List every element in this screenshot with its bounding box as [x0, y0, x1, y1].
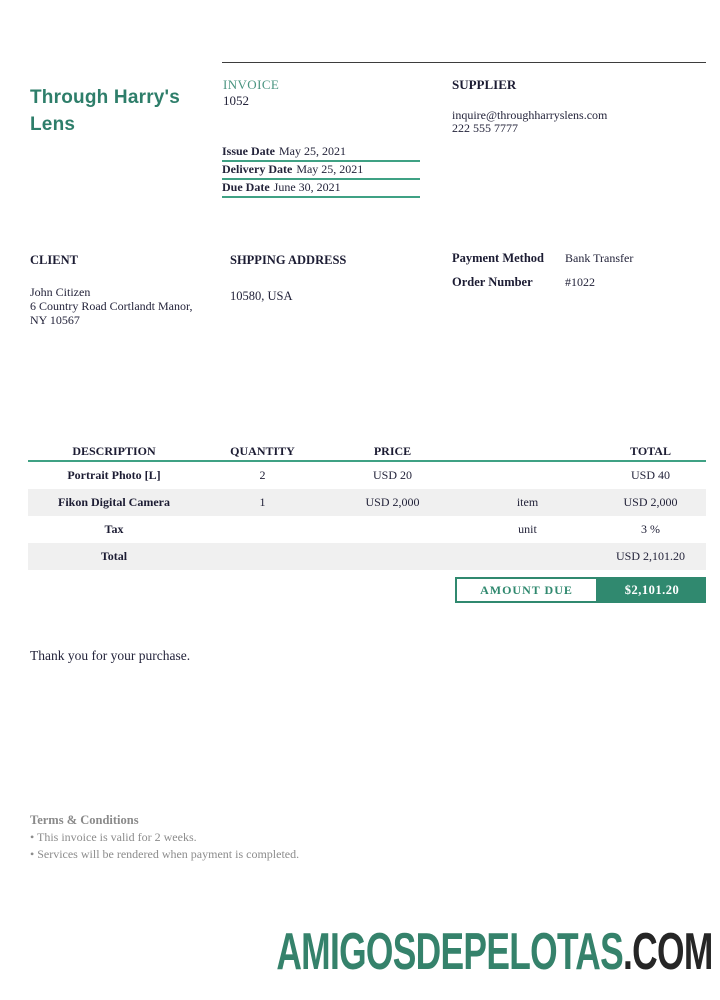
tax-unit: unit: [518, 522, 537, 536]
invoice-number: 1052: [223, 93, 249, 108]
item-quantity: 1: [259, 495, 266, 509]
item-description: Fikon Digital Camera: [58, 495, 170, 509]
delivery-date-value: May 25, 2021: [296, 162, 364, 176]
invoice-title: INVOICE: [223, 77, 280, 92]
amount-due-value: $2,101.20: [598, 577, 706, 603]
shipping-address-value: 10580, USA: [230, 289, 293, 303]
item-quantity: 2: [259, 468, 266, 482]
payment-info: [452, 251, 633, 290]
table-row: [28, 462, 706, 489]
brand-logo: [30, 84, 180, 138]
terms-section: [30, 812, 299, 863]
item-total: USD 2,000: [623, 495, 678, 509]
table-row-tax: [28, 516, 706, 543]
brand-name-line1: Through Harry's: [30, 87, 181, 108]
watermark-logo-tld: .COM: [623, 923, 713, 981]
delivery-date-label: Delivery Date: [222, 162, 293, 176]
item-price: USD 20: [372, 468, 412, 482]
amount-due-banner: [455, 577, 706, 603]
col-header-total: TOTAL: [630, 444, 671, 458]
terms-title: Terms & Conditions: [30, 813, 139, 827]
item-description: Portrait Photo [L]: [67, 468, 161, 482]
delivery-date-row: [222, 162, 420, 180]
table-row: [28, 489, 706, 516]
line-items-table: [28, 443, 706, 570]
order-number-label: Order Number: [452, 275, 533, 289]
supplier-phone: 222 555 7777: [452, 121, 518, 135]
col-header-quantity: QUANTITY: [230, 444, 295, 458]
item-total: USD 40: [630, 468, 670, 482]
tax-label: Tax: [104, 522, 124, 536]
table-row-total: [28, 543, 706, 570]
due-date-value: June 30, 2021: [273, 180, 341, 194]
client-address-line1: 6 Country Road Cortlandt Manor,: [30, 299, 193, 313]
item-price: USD 2,000: [365, 495, 420, 509]
terms-item: • This invoice is valid for 2 weeks.: [30, 830, 197, 844]
tax-total: 3 %: [641, 522, 660, 536]
brand-name-line2: Lens: [30, 114, 76, 135]
total-total: USD 2,101.20: [615, 549, 685, 563]
col-header-description: DESCRIPTION: [72, 444, 156, 458]
payment-method-value: Bank Transfer: [565, 251, 634, 265]
payment-method-label: Payment Method: [452, 251, 544, 265]
dates-table: [222, 144, 420, 198]
supplier-contact: [452, 109, 607, 135]
client-heading: CLIENT: [30, 253, 78, 267]
due-date-label: Due Date: [222, 180, 270, 194]
due-date-row: [222, 180, 420, 198]
table-header-row: [28, 443, 706, 462]
terms-item: • Services will be rendered when payment is completed.: [30, 847, 300, 861]
issue-date-row: [222, 144, 420, 162]
client-name: John Citizen: [30, 285, 91, 299]
client-details: [30, 285, 193, 327]
header-divider: [222, 62, 706, 63]
total-label: Total: [100, 549, 128, 563]
issue-date-value: May 25, 2021: [279, 144, 346, 158]
supplier-heading: SUPPLIER: [452, 77, 517, 92]
watermark-logo: [276, 923, 713, 981]
watermark-logo-name: AMIGOSDEPELOTAS: [276, 923, 624, 981]
issue-date-label: Issue Date: [222, 144, 275, 158]
order-number-value: #1022: [565, 275, 595, 289]
amount-due-label: AMOUNT DUE: [455, 577, 598, 603]
item-unit: item: [516, 495, 539, 509]
shipping-address-heading: SHPPING ADDRESS: [230, 253, 347, 267]
col-header-price: PRICE: [373, 444, 412, 458]
thank-you-note: Thank you for your purchase.: [30, 648, 191, 663]
supplier-email: inquire@throughharryslens.com: [452, 108, 608, 122]
client-address-line2: NY 10567: [30, 313, 80, 327]
